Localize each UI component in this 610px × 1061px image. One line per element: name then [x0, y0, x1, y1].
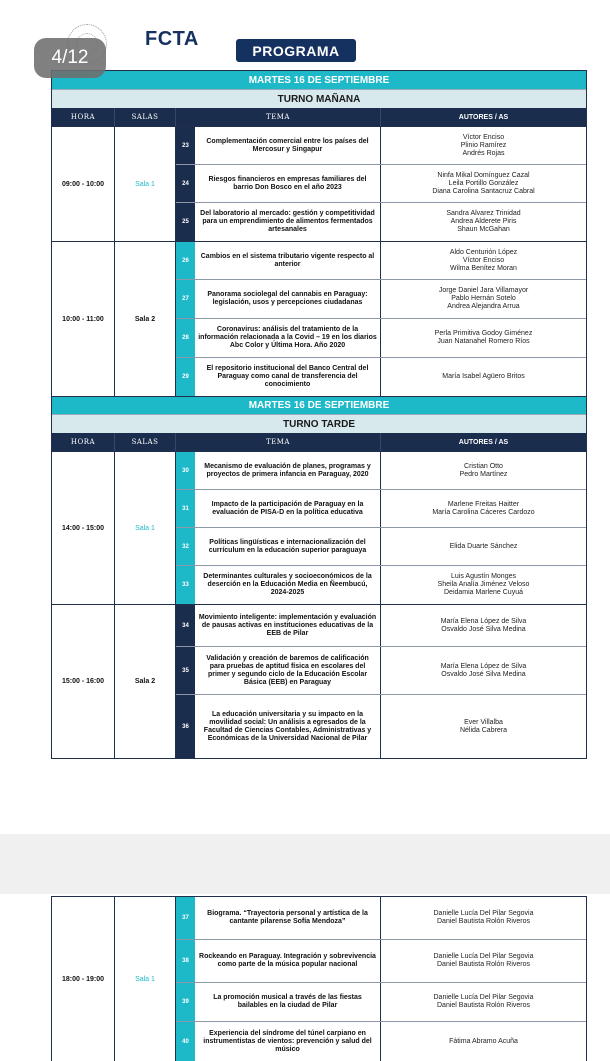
time-block — [52, 126, 586, 241]
time-block — [52, 604, 586, 758]
turn-banner: TURNO MAÑANA — [52, 89, 586, 108]
row-autores: Aldo Centurión López Víctor Enciso Wilma Benítez Moran — [449, 248, 518, 272]
row-number: 39 — [176, 983, 195, 1021]
row-autores: Víctor Enciso Plinio Ramírez Andrés Rojas — [460, 133, 507, 157]
table-row — [176, 528, 586, 566]
row-tema: Del laboratorio al mercado: gestión y competitividad para un emprendimiento de alimentos fermentados artesanales — [195, 203, 381, 241]
row-number: 31 — [176, 490, 195, 527]
row-tema: La promoción musical a través de las fiestas bailables en la ciudad de Pilar — [195, 983, 381, 1021]
col-tema: TEMA — [176, 108, 381, 126]
row-autores: María Elena López de Silva Osvaldo José Silva Medina — [440, 662, 527, 678]
row-number: 40 — [176, 1022, 195, 1061]
col-autores: AUTORES / AS — [458, 113, 509, 121]
page-separator — [0, 834, 610, 894]
row-tema: Impacto de la participación de Paraguay en la evaluación de PISA-D en la política educativa — [195, 490, 381, 527]
table-row — [176, 242, 586, 280]
row-number: 34 — [176, 605, 195, 646]
table-row — [176, 566, 586, 604]
day-banner: MARTES 16 DE SEPTIEMBRE — [52, 71, 586, 89]
row-tema: Mecanismo de evaluación de planes, programas y proyectos de primera infancia en Paraguay, 2020 — [195, 452, 381, 489]
row-autores: Ever Villalba Nélida Cabrera — [459, 718, 508, 734]
col-tema: TEMA — [176, 433, 381, 451]
row-number: 32 — [176, 528, 195, 565]
table-row — [176, 280, 586, 319]
row-tema: Complementación comercial entre los países del Mercosur y Singapur — [195, 127, 381, 164]
row-autores: Elida Duarte Sánchez — [449, 542, 518, 550]
schedule-next-page — [51, 896, 587, 1061]
block-hora: 14:00 - 15:00 — [52, 452, 115, 604]
table-row — [176, 452, 586, 490]
row-tema: La educación universitaria y su impacto en la movilidad social: Un análisis a egresados de la Facultad de Ciencias Contables, Administrativas y Económicas de la Universidad Nacional de Pilar — [195, 695, 381, 758]
table-row — [176, 605, 586, 647]
table-row — [176, 203, 586, 241]
table-row — [176, 940, 586, 983]
turn-banner: TURNO TARDE — [52, 414, 586, 433]
row-number: 27 — [176, 280, 195, 318]
table-row — [176, 490, 586, 528]
row-tema: Biograma. “Trayectoria personal y artística de la cantante pilarense Sofía Mendoza” — [195, 897, 381, 939]
row-tema: Riesgos financieros en empresas familiares del barrio Don Bosco en el año 2023 — [195, 165, 381, 202]
row-number: 36 — [176, 695, 195, 758]
row-tema: Panorama sociolegal del cannabis en Paraguay: legislación, usos y percepciones ciudadanas — [195, 280, 381, 318]
schedule-morning — [51, 70, 587, 759]
block-sala: Sala 1 — [115, 127, 176, 241]
row-tema: Determinantes culturales y socioeconómicos de la deserción en la Educación Media en Ñeembucú, 2024-2025 — [195, 566, 381, 604]
row-number: 35 — [176, 647, 195, 694]
row-autores: Danielle Lucía Del Pilar Segovia Daniel Bautista Rolón Riveros — [433, 910, 534, 925]
page-title: PROGRAMA — [236, 39, 356, 62]
row-number: 24 — [176, 165, 195, 202]
time-block — [52, 241, 586, 396]
row-tema: El repositorio institucional del Banco Central del Paraguay como canal de transferencia del conocimiento — [195, 358, 381, 396]
row-tema: Políticas lingüísticas e internacionalización del currículum en la educación superior paraguaya — [195, 528, 381, 565]
row-tema: Cambios en el sistema tributario vigente respecto al anterior — [195, 242, 381, 279]
block-sala: Sala 2 — [115, 242, 176, 396]
table-row — [176, 165, 586, 203]
row-number: 23 — [176, 127, 195, 164]
row-tema: Validación y creación de baremos de calificación para pruebas de aptitud física en escolares del primer y segundo ciclo de la Educación Escolar Básica (EEB) en Paraguay — [195, 647, 381, 694]
row-autores: Luis Agustín Monges Sheila Analía Jiménez Veloso Deidamia Marlene Cuyuá — [437, 573, 530, 596]
block-hora: 15:00 - 16:00 — [52, 605, 115, 758]
block-hora: 18:00 - 19:00 — [52, 897, 115, 1061]
block-hora: 09:00 - 10:00 — [52, 127, 115, 241]
row-number: 25 — [176, 203, 195, 241]
table-row — [176, 897, 586, 940]
row-autores: Fátima Abramo Acuña — [449, 1038, 518, 1045]
row-number: 29 — [176, 358, 195, 396]
row-autores: Ninfa Mikal Domínguez Cazal Leila Portillo González Diana Carolina Santacruz Cabral — [432, 171, 535, 195]
table-row — [176, 1022, 586, 1061]
row-autores: Cristian Otto Pedro Martínez — [459, 462, 508, 478]
row-tema: Coronavirus: análisis del tratamiento de la información relacionada a la Covid – 19 en los diarios Abc Color y Última Hora. Año 2020 — [195, 319, 381, 357]
row-autores: Danielle Lucía Del Pilar Segovia Daniel Bautista Rolón Riveros — [433, 994, 534, 1009]
row-autores: Perla Primitiva Godoy Giménez Juan Natanahel Romero Ríos — [434, 330, 533, 345]
table-header — [52, 433, 586, 451]
row-autores: Marlene Freitas Haitter María Carolina Cáceres Cardozo — [432, 500, 535, 516]
block-hora: 10:00 - 11:00 — [52, 242, 115, 396]
row-number: 37 — [176, 897, 195, 939]
row-tema: Movimiento inteligente: implementación y evaluación de pausas activas en instituciones educativas de la EEB de Pilar — [195, 605, 381, 646]
row-number: 28 — [176, 319, 195, 357]
table-row — [176, 695, 586, 758]
table-row — [176, 358, 586, 396]
row-tema: Experiencia del síndrome del túnel carpiano en instrumentistas de vientos: prevención y salud del músico — [195, 1022, 381, 1061]
col-hora: HORA — [52, 433, 115, 451]
fcta-logo: FCTA — [145, 28, 199, 50]
table-row — [176, 647, 586, 695]
table-header — [52, 108, 586, 126]
row-number: 26 — [176, 242, 195, 279]
row-autores: Sandra Alvarez Trinidad Andrea Alderete Piris Shaun McGahan — [446, 210, 521, 233]
day-banner: MARTES 16 DE SEPTIEMBRE — [52, 396, 586, 414]
row-number: 33 — [176, 566, 195, 604]
block-sala: Sala 1 — [115, 452, 176, 604]
row-number: 38 — [176, 940, 195, 982]
row-autores: Jorge Daniel Jara Villamayor Pablo Hernán Sotelo Andrea Alejandra Arrua — [438, 287, 529, 310]
row-autores: Danielle Lucía Del Pilar Segovia Daniel Bautista Rolón Riveros — [433, 953, 534, 968]
row-autores: María Isabel Agüero Britos — [442, 373, 525, 380]
col-salas: SALAS — [115, 108, 176, 126]
row-tema: Rockeando en Paraguay. Integración y sobrevivencia como parte de la música popular nacional — [195, 940, 381, 982]
col-hora: HORA — [52, 108, 115, 126]
table-row — [176, 319, 586, 358]
time-block — [52, 897, 586, 1061]
table-row — [176, 983, 586, 1022]
block-sala: Sala 2 — [115, 605, 176, 758]
row-autores: María Elena López de Silva Osvaldo José Silva Medina — [440, 617, 527, 633]
row-number: 30 — [176, 452, 195, 489]
page-indicator: 4/12 — [34, 38, 106, 78]
time-block — [52, 451, 586, 604]
col-salas: SALAS — [115, 433, 176, 451]
table-row — [176, 127, 586, 165]
col-autores: AUTORES / AS — [458, 438, 509, 446]
block-sala: Sala 1 — [115, 897, 176, 1061]
